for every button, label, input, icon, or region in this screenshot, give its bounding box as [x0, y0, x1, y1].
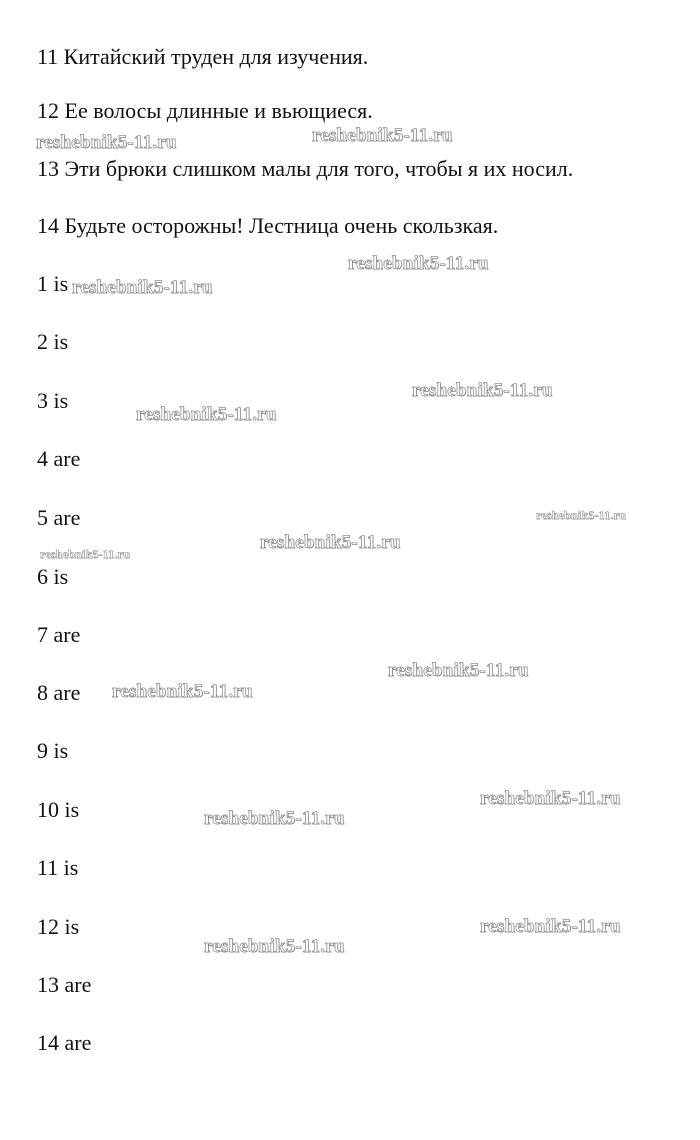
watermark: reshebnik5-11.ru: [312, 125, 453, 146]
watermark: reshebnik5-11.ru: [348, 253, 489, 274]
answer-line-8: 8 are: [37, 680, 81, 705]
watermark: reshebnik5-11.ru: [36, 132, 177, 153]
watermark: reshebnik5-11.ru: [412, 380, 553, 401]
answer-line-6: 6 is: [37, 564, 69, 589]
watermark: reshebnik5-11.ru: [536, 508, 626, 522]
answer-line-2: 2 is: [37, 329, 69, 354]
watermark: reshebnik5-11.ru: [260, 532, 401, 553]
answer-line-3: 3 is: [37, 388, 69, 413]
translation-line-13: 13 Эти брюки слишком малы для того, чтобы я их носил.: [37, 156, 574, 181]
answer-line-11: 11 is: [37, 855, 79, 880]
answer-line-9: 9 is: [37, 738, 69, 763]
watermark: reshebnik5-11.ru: [40, 547, 130, 561]
watermark: reshebnik5-11.ru: [204, 936, 345, 957]
answer-line-13: 13 are: [37, 972, 92, 997]
translation-line-14: 14 Будьте осторожны! Лестница очень скользкая.: [37, 213, 499, 238]
answer-line-10: 10 is: [37, 797, 80, 822]
watermark: reshebnik5-11.ru: [136, 404, 277, 425]
answer-line-1: 1 is: [37, 271, 69, 296]
answer-line-5: 5 are: [37, 505, 81, 530]
watermark: reshebnik5-11.ru: [388, 660, 529, 681]
watermark: reshebnik5-11.ru: [112, 681, 253, 702]
translation-line-12: 12 Ее волосы длинные и вьющиеся.: [37, 98, 373, 123]
watermark: reshebnik5-11.ru: [204, 808, 345, 829]
watermark: reshebnik5-11.ru: [72, 277, 213, 298]
watermark: reshebnik5-11.ru: [480, 788, 621, 809]
answer-line-4: 4 are: [37, 446, 81, 471]
answer-line-12: 12 is: [37, 914, 80, 939]
watermark: reshebnik5-11.ru: [480, 916, 621, 937]
answer-line-7: 7 are: [37, 622, 81, 647]
translation-line-11: 11 Китайский труден для изучения.: [37, 44, 369, 69]
answer-line-14: 14 are: [37, 1030, 92, 1055]
